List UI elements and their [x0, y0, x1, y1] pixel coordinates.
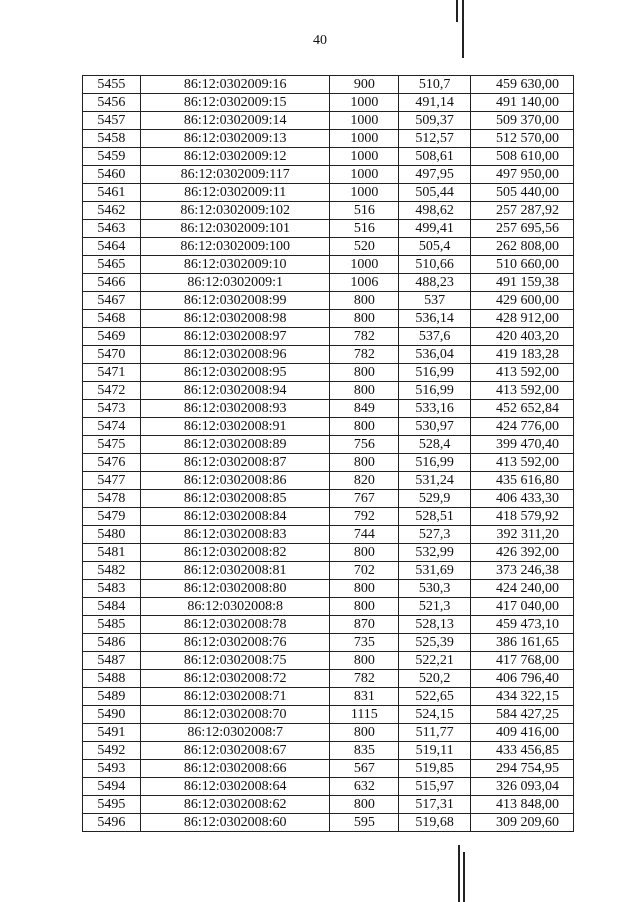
rate-cell: 521,3 [399, 598, 471, 616]
rate-cell: 537 [399, 292, 471, 310]
row-number-cell: 5480 [83, 526, 141, 544]
area-cell: 782 [330, 328, 399, 346]
rate-cell: 522,21 [399, 652, 471, 670]
rate-cell: 510,66 [399, 256, 471, 274]
amount-cell: 413 592,00 [471, 382, 574, 400]
amount-cell: 497 950,00 [471, 166, 574, 184]
cadastral-number-cell: 86:12:0302008:84 [140, 508, 330, 526]
rate-cell: 505,44 [399, 184, 471, 202]
area-cell: 800 [330, 652, 399, 670]
area-cell: 800 [330, 292, 399, 310]
amount-cell: 262 808,00 [471, 238, 574, 256]
area-cell: 632 [330, 778, 399, 796]
row-number-cell: 5490 [83, 706, 141, 724]
amount-cell: 419 183,28 [471, 346, 574, 364]
area-cell: 792 [330, 508, 399, 526]
row-number-cell: 5472 [83, 382, 141, 400]
rate-cell: 525,39 [399, 634, 471, 652]
row-number-cell: 5476 [83, 454, 141, 472]
cadastral-number-cell: 86:12:0302009:102 [140, 202, 330, 220]
rate-cell: 530,3 [399, 580, 471, 598]
table-row [83, 94, 574, 112]
table-row [83, 580, 574, 598]
page-number: 40 [313, 33, 327, 48]
table-row [83, 454, 574, 472]
cadastral-number-cell: 86:12:0302008:94 [140, 382, 330, 400]
rate-cell: 516,99 [399, 382, 471, 400]
row-number-cell: 5463 [83, 220, 141, 238]
cadastral-number-cell: 86:12:0302009:1 [140, 274, 330, 292]
cadastral-number-cell: 86:12:0302008:93 [140, 400, 330, 418]
area-cell: 800 [330, 382, 399, 400]
area-cell: 1000 [330, 256, 399, 274]
row-number-cell: 5496 [83, 814, 141, 832]
row-number-cell: 5471 [83, 364, 141, 382]
row-number-cell: 5457 [83, 112, 141, 130]
cadastral-number-cell: 86:12:0302008:99 [140, 292, 330, 310]
area-cell: 756 [330, 436, 399, 454]
table-row [83, 76, 574, 94]
row-number-cell: 5495 [83, 796, 141, 814]
amount-cell: 424 776,00 [471, 418, 574, 436]
cadastral-number-cell: 86:12:0302008:81 [140, 562, 330, 580]
rate-cell: 488,23 [399, 274, 471, 292]
rate-cell: 533,16 [399, 400, 471, 418]
rate-cell: 497,95 [399, 166, 471, 184]
table-row [83, 796, 574, 814]
row-number-cell: 5462 [83, 202, 141, 220]
area-cell: 820 [330, 472, 399, 490]
amount-cell: 373 246,38 [471, 562, 574, 580]
amount-cell: 452 652,84 [471, 400, 574, 418]
table-row [83, 652, 574, 670]
row-number-cell: 5494 [83, 778, 141, 796]
rate-cell: 522,65 [399, 688, 471, 706]
amount-cell: 413 592,00 [471, 364, 574, 382]
row-number-cell: 5483 [83, 580, 141, 598]
cadastral-number-cell: 86:12:0302008:96 [140, 346, 330, 364]
rate-cell: 531,24 [399, 472, 471, 490]
table-row [83, 562, 574, 580]
binder-line [458, 845, 460, 902]
amount-cell: 459 473,10 [471, 616, 574, 634]
row-number-cell: 5465 [83, 256, 141, 274]
area-cell: 800 [330, 580, 399, 598]
row-number-cell: 5475 [83, 436, 141, 454]
table-row [83, 400, 574, 418]
cadastral-number-cell: 86:12:0302008:97 [140, 328, 330, 346]
table-row [83, 490, 574, 508]
cadastral-number-cell: 86:12:0302008:91 [140, 418, 330, 436]
parcels-table-body [83, 76, 574, 832]
binder-line [462, 0, 464, 58]
area-cell: 1000 [330, 184, 399, 202]
row-number-cell: 5493 [83, 760, 141, 778]
cadastral-number-cell: 86:12:0302008:95 [140, 364, 330, 382]
rate-cell: 528,13 [399, 616, 471, 634]
cadastral-number-cell: 86:12:0302008:62 [140, 796, 330, 814]
amount-cell: 459 630,00 [471, 76, 574, 94]
rate-cell: 512,57 [399, 130, 471, 148]
area-cell: 800 [330, 418, 399, 436]
cadastral-number-cell: 86:12:0302008:85 [140, 490, 330, 508]
rate-cell: 516,99 [399, 364, 471, 382]
row-number-cell: 5478 [83, 490, 141, 508]
area-cell: 1000 [330, 148, 399, 166]
table-row [83, 724, 574, 742]
rate-cell: 508,61 [399, 148, 471, 166]
amount-cell: 406 433,30 [471, 490, 574, 508]
cadastral-number-cell: 86:12:0302009:10 [140, 256, 330, 274]
table-row [83, 274, 574, 292]
row-number-cell: 5470 [83, 346, 141, 364]
cadastral-number-cell: 86:12:0302008:83 [140, 526, 330, 544]
table-row [83, 742, 574, 760]
table-row [83, 634, 574, 652]
rate-cell: 505,4 [399, 238, 471, 256]
table-row [83, 598, 574, 616]
table-row [83, 184, 574, 202]
cadastral-number-cell: 86:12:0302008:89 [140, 436, 330, 454]
row-number-cell: 5492 [83, 742, 141, 760]
table-row [83, 382, 574, 400]
amount-cell: 406 796,40 [471, 670, 574, 688]
table-row [83, 166, 574, 184]
amount-cell: 509 370,00 [471, 112, 574, 130]
area-cell: 1000 [330, 112, 399, 130]
row-number-cell: 5491 [83, 724, 141, 742]
area-cell: 595 [330, 814, 399, 832]
row-number-cell: 5467 [83, 292, 141, 310]
amount-cell: 417 040,00 [471, 598, 574, 616]
parcels-table [82, 75, 574, 832]
rate-cell: 510,7 [399, 76, 471, 94]
row-number-cell: 5485 [83, 616, 141, 634]
binder-line [463, 852, 465, 902]
amount-cell: 257 695,56 [471, 220, 574, 238]
cadastral-number-cell: 86:12:0302008:76 [140, 634, 330, 652]
rate-cell: 498,62 [399, 202, 471, 220]
table-row [83, 256, 574, 274]
cadastral-number-cell: 86:12:0302009:117 [140, 166, 330, 184]
amount-cell: 294 754,95 [471, 760, 574, 778]
amount-cell: 417 768,00 [471, 652, 574, 670]
area-cell: 800 [330, 724, 399, 742]
area-cell: 800 [330, 598, 399, 616]
cadastral-number-cell: 86:12:0302009:14 [140, 112, 330, 130]
row-number-cell: 5459 [83, 148, 141, 166]
cadastral-number-cell: 86:12:0302008:98 [140, 310, 330, 328]
area-cell: 800 [330, 364, 399, 382]
cadastral-number-cell: 86:12:0302008:80 [140, 580, 330, 598]
area-cell: 800 [330, 796, 399, 814]
amount-cell: 309 209,60 [471, 814, 574, 832]
area-cell: 567 [330, 760, 399, 778]
cadastral-number-cell: 86:12:0302008:75 [140, 652, 330, 670]
table-row [83, 706, 574, 724]
row-number-cell: 5466 [83, 274, 141, 292]
amount-cell: 584 427,25 [471, 706, 574, 724]
table-row [83, 364, 574, 382]
row-number-cell: 5473 [83, 400, 141, 418]
rate-cell: 499,41 [399, 220, 471, 238]
cadastral-number-cell: 86:12:0302009:13 [140, 130, 330, 148]
rate-cell: 536,04 [399, 346, 471, 364]
rate-cell: 529,9 [399, 490, 471, 508]
amount-cell: 510 660,00 [471, 256, 574, 274]
cadastral-number-cell: 86:12:0302009:11 [140, 184, 330, 202]
area-cell: 767 [330, 490, 399, 508]
area-cell: 1115 [330, 706, 399, 724]
rate-cell: 536,14 [399, 310, 471, 328]
row-number-cell: 5479 [83, 508, 141, 526]
table-row [83, 130, 574, 148]
amount-cell: 505 440,00 [471, 184, 574, 202]
cadastral-number-cell: 86:12:0302008:67 [140, 742, 330, 760]
area-cell: 1000 [330, 166, 399, 184]
table-row [83, 814, 574, 832]
table-row [83, 760, 574, 778]
amount-cell: 491 140,00 [471, 94, 574, 112]
table-row [83, 148, 574, 166]
amount-cell: 424 240,00 [471, 580, 574, 598]
area-cell: 800 [330, 454, 399, 472]
rate-cell: 528,51 [399, 508, 471, 526]
area-cell: 516 [330, 220, 399, 238]
cadastral-number-cell: 86:12:0302009:16 [140, 76, 330, 94]
rate-cell: 527,3 [399, 526, 471, 544]
rate-cell: 531,69 [399, 562, 471, 580]
table-row [83, 220, 574, 238]
table-row [83, 670, 574, 688]
rate-cell: 517,31 [399, 796, 471, 814]
table-row [83, 112, 574, 130]
cadastral-number-cell: 86:12:0302009:100 [140, 238, 330, 256]
row-number-cell: 5481 [83, 544, 141, 562]
area-cell: 1006 [330, 274, 399, 292]
cadastral-number-cell: 86:12:0302008:82 [140, 544, 330, 562]
amount-cell: 508 610,00 [471, 148, 574, 166]
amount-cell: 418 579,92 [471, 508, 574, 526]
row-number-cell: 5468 [83, 310, 141, 328]
area-cell: 900 [330, 76, 399, 94]
row-number-cell: 5486 [83, 634, 141, 652]
area-cell: 800 [330, 544, 399, 562]
cadastral-number-cell: 86:12:0302009:101 [140, 220, 330, 238]
area-cell: 782 [330, 346, 399, 364]
amount-cell: 491 159,38 [471, 274, 574, 292]
amount-cell: 429 600,00 [471, 292, 574, 310]
cadastral-number-cell: 86:12:0302009:12 [140, 148, 330, 166]
area-cell: 870 [330, 616, 399, 634]
row-number-cell: 5460 [83, 166, 141, 184]
rate-cell: 528,4 [399, 436, 471, 454]
rate-cell: 511,77 [399, 724, 471, 742]
row-number-cell: 5456 [83, 94, 141, 112]
table-row [83, 526, 574, 544]
row-number-cell: 5455 [83, 76, 141, 94]
table-row [83, 778, 574, 796]
table-row [83, 238, 574, 256]
cadastral-number-cell: 86:12:0302008:87 [140, 454, 330, 472]
amount-cell: 257 287,92 [471, 202, 574, 220]
rate-cell: 519,85 [399, 760, 471, 778]
amount-cell: 420 403,20 [471, 328, 574, 346]
cadastral-number-cell: 86:12:0302008:66 [140, 760, 330, 778]
area-cell: 516 [330, 202, 399, 220]
rate-cell: 516,99 [399, 454, 471, 472]
rate-cell: 530,97 [399, 418, 471, 436]
rate-cell: 537,6 [399, 328, 471, 346]
row-number-cell: 5488 [83, 670, 141, 688]
area-cell: 520 [330, 238, 399, 256]
row-number-cell: 5458 [83, 130, 141, 148]
amount-cell: 434 322,15 [471, 688, 574, 706]
cadastral-number-cell: 86:12:0302008:7 [140, 724, 330, 742]
area-cell: 800 [330, 310, 399, 328]
row-number-cell: 5464 [83, 238, 141, 256]
area-cell: 831 [330, 688, 399, 706]
cadastral-number-cell: 86:12:0302008:70 [140, 706, 330, 724]
row-number-cell: 5487 [83, 652, 141, 670]
cadastral-number-cell: 86:12:0302008:60 [140, 814, 330, 832]
table-row [83, 418, 574, 436]
row-number-cell: 5482 [83, 562, 141, 580]
cadastral-number-cell: 86:12:0302008:71 [140, 688, 330, 706]
area-cell: 1000 [330, 130, 399, 148]
row-number-cell: 5484 [83, 598, 141, 616]
area-cell: 744 [330, 526, 399, 544]
amount-cell: 428 912,00 [471, 310, 574, 328]
table-row [83, 508, 574, 526]
cadastral-number-cell: 86:12:0302008:8 [140, 598, 330, 616]
table-row [83, 346, 574, 364]
amount-cell: 433 456,85 [471, 742, 574, 760]
table-row [83, 688, 574, 706]
rate-cell: 509,37 [399, 112, 471, 130]
row-number-cell: 5461 [83, 184, 141, 202]
binder-line [456, 0, 458, 22]
cadastral-number-cell: 86:12:0302008:72 [140, 670, 330, 688]
table-row [83, 292, 574, 310]
cadastral-number-cell: 86:12:0302008:64 [140, 778, 330, 796]
table-row [83, 616, 574, 634]
area-cell: 835 [330, 742, 399, 760]
area-cell: 702 [330, 562, 399, 580]
table-row [83, 328, 574, 346]
cadastral-number-cell: 86:12:0302009:15 [140, 94, 330, 112]
row-number-cell: 5489 [83, 688, 141, 706]
amount-cell: 399 470,40 [471, 436, 574, 454]
amount-cell: 426 392,00 [471, 544, 574, 562]
cadastral-number-cell: 86:12:0302008:78 [140, 616, 330, 634]
amount-cell: 413 592,00 [471, 454, 574, 472]
table-row [83, 436, 574, 454]
row-number-cell: 5474 [83, 418, 141, 436]
row-number-cell: 5469 [83, 328, 141, 346]
area-cell: 735 [330, 634, 399, 652]
amount-cell: 386 161,65 [471, 634, 574, 652]
area-cell: 782 [330, 670, 399, 688]
rate-cell: 519,11 [399, 742, 471, 760]
rate-cell: 519,68 [399, 814, 471, 832]
amount-cell: 435 616,80 [471, 472, 574, 490]
cadastral-number-cell: 86:12:0302008:86 [140, 472, 330, 490]
amount-cell: 326 093,04 [471, 778, 574, 796]
table-row [83, 202, 574, 220]
amount-cell: 413 848,00 [471, 796, 574, 814]
area-cell: 849 [330, 400, 399, 418]
rate-cell: 532,99 [399, 544, 471, 562]
amount-cell: 409 416,00 [471, 724, 574, 742]
table-row [83, 472, 574, 490]
rate-cell: 491,14 [399, 94, 471, 112]
row-number-cell: 5477 [83, 472, 141, 490]
rate-cell: 524,15 [399, 706, 471, 724]
amount-cell: 512 570,00 [471, 130, 574, 148]
table-row [83, 544, 574, 562]
area-cell: 1000 [330, 94, 399, 112]
rate-cell: 520,2 [399, 670, 471, 688]
amount-cell: 392 311,20 [471, 526, 574, 544]
rate-cell: 515,97 [399, 778, 471, 796]
table-row [83, 310, 574, 328]
